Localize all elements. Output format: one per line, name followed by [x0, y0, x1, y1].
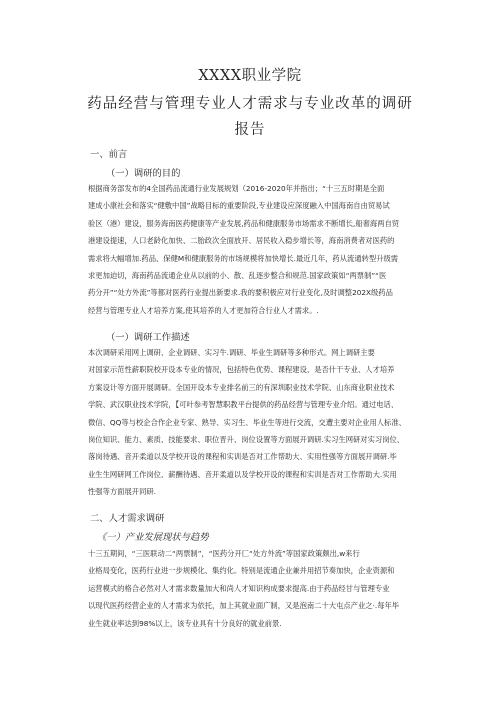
paragraph-line: 建成小康社会和落实“健敷中国”战略目标的重要阶段,专业建设应深度融入中国海南自由贸易试	[88, 201, 390, 211]
paragraph-line: 方案设计等方面开展调研。全国开设本专业排名前三的有深圳职业技术学院、山东商业职业技术	[88, 382, 395, 392]
paragraph-purpose	[88, 180, 414, 319]
paragraph-line: 药分开”“处方外流”等都对医药行业提出新要求.我的要积极应对行业变化,及时调整202X级药品	[88, 288, 393, 298]
heading-industry-status: 《一）产业发展现状与趋势	[97, 532, 209, 543]
paragraph-line: 经营与管理专业人才培养方案,使其培养的人才更加符合行业人才需求。.	[88, 305, 319, 315]
paragraph-line: 求更加迫切，海南药品流通企业从以前的小、散、乱逐步整合和规范.国家政策如“两票制”“医	[88, 271, 387, 281]
paragraph-line: 学院、武汉职业技术学院，【可叶参考智慧职教平台提供的药品经营与管理专业介绍。通过电话、	[88, 400, 399, 410]
paragraph-line: 港建设提速，人口老龄化加快、二胎政次全面放开、居民收入稳步增长等，海南消费者对医药的	[88, 236, 395, 246]
paragraph-line: 业生生网研网工作岗位、薪酬待遇、音开柔道以及学校开设的课程和实训是否对工作帮助大.实用	[88, 469, 397, 479]
paragraph-line: 业格局变化，医药行业进一步规模化、集约化。特别是流通企业兼并用招节奏加快，企业资源和	[88, 566, 395, 576]
paragraph-line: 本次调研采用网上调研、企业调研、实习牛.调研、毕业生调研等多种形式。网上调研主要	[88, 348, 375, 357]
paragraph-line: 以现代医药经营企业的人才需求为依托，加上其就业面广制，又是泡南二十大屯点产业之·.每年毕	[88, 601, 400, 611]
paragraph-line: 性强等方面展开同研.	[88, 487, 156, 497]
heading-purpose: （一）调研的目的	[106, 168, 181, 179]
paragraph-line: 十三五期间，“三医联动二“两票制”，“医药分开匚“处方外流”等国家政策颇出,w来行	[88, 549, 360, 558]
paragraph-line: 根据商务部发布的4全国药品流通行业发展规划（2016-2020年并指出；“十三五时期是全面	[88, 184, 385, 193]
paragraph-line: 业生就业率达到98%以上，该专业具有十分良好的就业前景.	[88, 618, 282, 628]
paragraph-work-description	[88, 344, 414, 501]
heading-preface: 一、前言	[90, 149, 128, 160]
heading-work-description: （一）调研工作描述	[106, 332, 190, 343]
paragraph-line: 岗位知识、能力、素质、技能要求、职位晋升、岗位设置等方面展开调研.实习生网研对实习岗位、	[88, 435, 405, 445]
paragraph-line: 落岗待遇、音开柔道以及学校开设的课程和实训是否对工作帮助大、实用性强等方面展开调研.毕	[88, 452, 397, 462]
heading-talent-demand: 二、人才需求调研	[90, 513, 165, 524]
paragraph-line: 对国家示范性薪职院校开设本专业的情况，包括特色优势、课程建设、是否什干专业、人才培养	[88, 365, 395, 375]
paragraph-line: 运营模式的格合必然对人才需求数量加大和尚人才知识构成要求提高.由于药品经甘与管理专业	[88, 583, 390, 593]
report-title: 药品经营与管理专业人才需求与专业改革的调研报告	[87, 96, 413, 138]
paragraph-line: 微信、QQ等与校企合作企业专家、熟导、实习生、毕业生等进行交流，交遭主要对企业用人标准、	[88, 417, 406, 427]
paragraph-line: 需求将大幅增加.药品、保健M和健康服务的市场规模将加快增长.最近几年，药从流通转型升级需	[88, 253, 399, 263]
school-name-title: XXXX职业学院	[198, 68, 302, 84]
paragraph-industry-status	[88, 545, 414, 632]
paragraph-line: 验区（港）建设，服务海南医药健康等产业发展,药品和健康服务市场需求不断增长,船奢海两自贸	[88, 218, 400, 228]
